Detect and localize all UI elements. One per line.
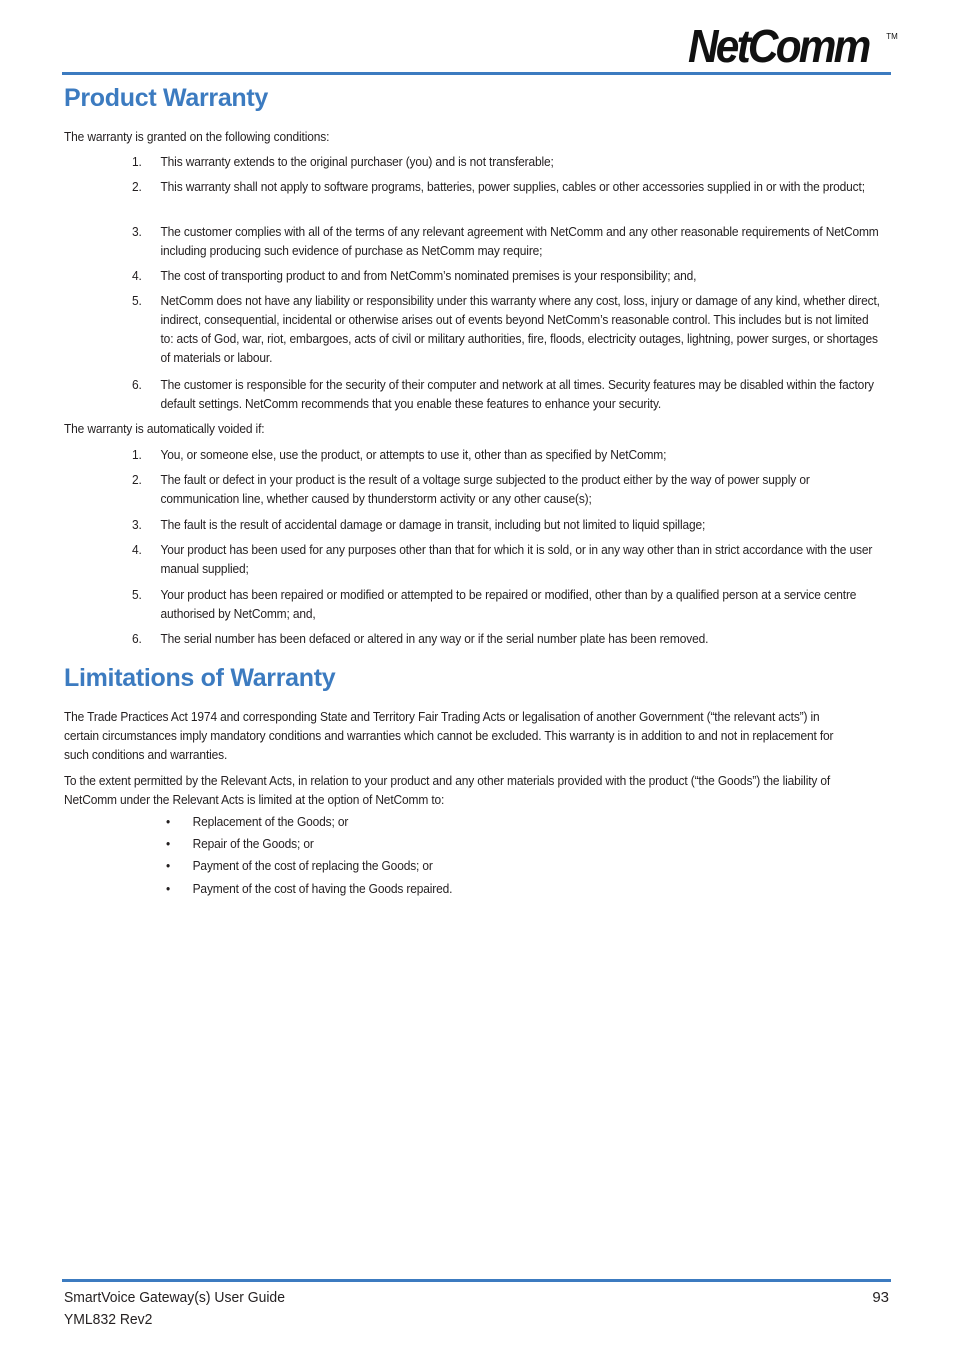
- list-number: 6.: [132, 632, 142, 646]
- void-condition-text: Your product has been repaired or modified or attempted to be repaired or modified, other than by a qualified person at a service centre authorised by NetComm; and,: [160, 588, 857, 621]
- list-number: 6.: [132, 378, 142, 392]
- condition-text: NetComm does not have any liability or responsibility under this warranty where any cost, loss, injury or damage of any kind, whether direct, indirect, consequential, incidental or otherwise arises out of events beyond NetComm’s reasonable control. This includes but is not limited to: acts of God, war, riot, embargoes, acts of civil or military authorities, fire, floods, electricity outages, lightning, power surges, or shortages of materials or labour.: [160, 294, 880, 365]
- footer-info: [64, 1287, 285, 1331]
- logo-wordmark: NetComm: [688, 20, 869, 72]
- limitation-option: [166, 813, 831, 832]
- void-condition-text: You, or someone else, use the product, or attempts to use it, other than as specified by NetComm;: [160, 448, 667, 462]
- option-text: Repair of the Goods; or: [192, 837, 314, 851]
- void-condition-text: The serial number has been defaced or altered in any way or if the serial number plate has been removed.: [160, 632, 709, 646]
- bullet-icon: •: [166, 859, 171, 873]
- option-text: Replacement of the Goods; or: [192, 815, 349, 829]
- list-number: 5.: [132, 588, 142, 602]
- condition-text: The customer is responsible for the security of their computer and network at all times. Security features may be disabled within the factory default settings. NetComm recommends that you enable these features to enhance your security.: [160, 378, 874, 411]
- footer-divider: [62, 1279, 891, 1282]
- void-condition-text: The fault or defect in your product is the result of a voltage surge subjected to the product either by the way of power supply or communication line, whether caused by thunderstorm activity or any other cause(s);: [160, 473, 810, 506]
- netcomm-logo: [688, 20, 898, 72]
- bullet-icon: •: [166, 837, 171, 851]
- warranty-condition: [132, 376, 883, 414]
- limitation-option: [166, 835, 831, 854]
- warranty-intro: The warranty is granted on the following conditions:: [64, 130, 330, 144]
- guide-title: SmartVoice Gateway(s) User Guide: [64, 1289, 285, 1306]
- header-divider: [62, 72, 891, 75]
- void-intro: The warranty is automatically voided if:: [64, 422, 265, 436]
- void-condition: [132, 586, 883, 624]
- limitations-paragraph-2: To the extent permitted by the Relevant Acts, in relation to your product and any other materials provided with the product (“the Goods”) the liability of NetComm under the Relevant Acts is limited at the option of NetComm to:: [64, 774, 831, 807]
- list-number: 3.: [132, 225, 142, 239]
- bullet-icon: •: [166, 882, 171, 896]
- limitation-option: [166, 857, 831, 876]
- warranty-condition: [132, 267, 883, 286]
- limitations-heading: Limitations of Warranty: [64, 664, 336, 692]
- list-number: 4.: [132, 543, 142, 557]
- limitation-option: [166, 880, 831, 899]
- list-number: 5.: [132, 294, 142, 308]
- option-text: Payment of the cost of having the Goods repaired.: [192, 882, 453, 896]
- void-condition: [132, 446, 883, 465]
- warranty-condition: [132, 292, 883, 368]
- void-condition: [132, 630, 883, 649]
- trademark-mark: TM: [886, 32, 898, 41]
- list-number: 1.: [132, 155, 142, 169]
- condition-text: The customer complies with all of the terms of any relevant agreement with NetComm and any other reasonable requirements of NetComm including producing such evidence of purchase as NetComm may require;: [160, 225, 879, 258]
- warranty-condition: [132, 153, 883, 172]
- void-condition: [132, 516, 883, 535]
- list-number: 3.: [132, 518, 142, 532]
- limitations-paragraph-1: The Trade Practices Act 1974 and corresponding State and Territory Fair Trading Acts or legalisation of another Government (“the relevant acts”) in certain circumstances imply mandatory conditions and warranties which cannot be excluded. This warranty is in addition to and not in replacement for such conditions and warranties.: [64, 710, 834, 762]
- condition-text: The cost of transporting product to and from NetComm’s nominated premises is your responsibility; and,: [160, 269, 697, 283]
- warranty-condition: [132, 223, 883, 261]
- list-number: 2.: [132, 473, 142, 487]
- condition-text: This warranty shall not apply to software programs, batteries, power supplies, cables or other accessories supplied in or with the product;: [160, 180, 865, 194]
- list-number: 4.: [132, 269, 142, 283]
- document-revision: YML832 Rev2: [64, 1311, 153, 1328]
- list-number: 1.: [132, 448, 142, 462]
- option-text: Payment of the cost of replacing the Goods; or: [192, 859, 433, 873]
- void-condition: [132, 471, 883, 509]
- void-condition-text: The fault is the result of accidental damage or damage in transit, including but not limited to liquid spillage;: [160, 518, 706, 532]
- page-number: 93: [872, 1289, 889, 1306]
- void-condition-text: Your product has been used for any purposes other than that for which it is sold, or in any way other than in strict accordance with the user manual supplied;: [160, 543, 873, 576]
- product-warranty-heading: Product Warranty: [64, 84, 269, 112]
- void-condition: [132, 541, 883, 579]
- warranty-condition: [132, 178, 883, 197]
- condition-text: This warranty extends to the original purchaser (you) and is not transferable;: [160, 155, 554, 169]
- list-number: 2.: [132, 180, 142, 194]
- bullet-icon: •: [166, 815, 171, 829]
